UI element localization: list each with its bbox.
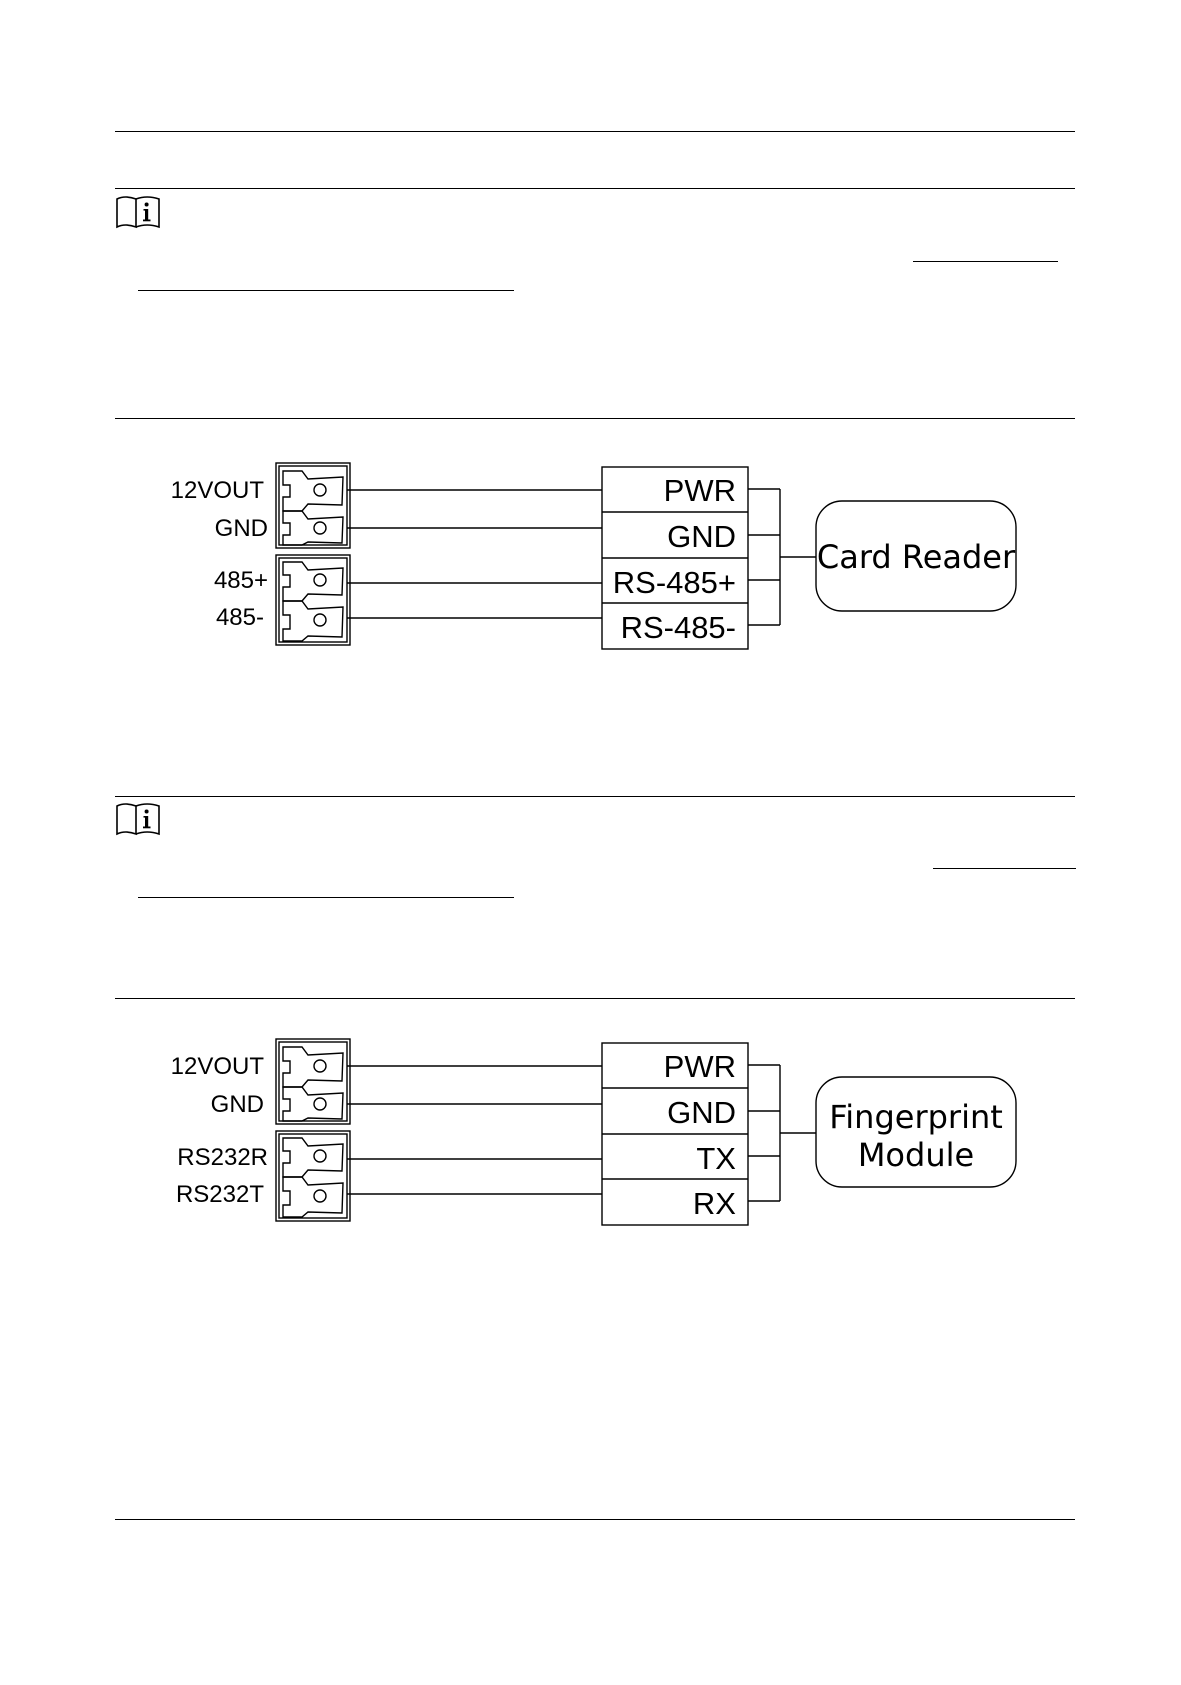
terminal-label: GND [210,1091,264,1118]
pin-label: RX [692,1186,736,1221]
terminal-label: RS232R [177,1144,268,1171]
link-underline[interactable] [933,868,1076,869]
fingerprint-module-wiring-diagram [160,1031,1040,1231]
device-label-line: Module [857,1136,975,1174]
note-rule-2 [115,796,1075,797]
pin-label: PWR [663,473,736,508]
note-end-rule-2 [115,998,1075,999]
pin-label: RS-485- [620,610,736,645]
terminal-label: 485+ [213,567,268,594]
card-reader-wiring-diagram [160,455,1040,655]
terminal-label: GND [214,515,268,542]
device-label: Card Reader [816,538,1016,576]
pin-label: PWR [663,1049,736,1084]
note-rule-1 [115,188,1075,189]
link-underline[interactable] [138,290,514,291]
terminal-label: RS232T [175,1181,264,1208]
terminal-label: 485- [215,604,264,631]
terminal-label: 12VOUT [170,1053,264,1080]
note-end-rule-1 [115,418,1075,419]
top-rule [115,131,1075,132]
bottom-rule [115,1519,1075,1520]
device-label-line: Fingerprint [829,1098,1003,1136]
pin-label: RS-485+ [612,565,736,600]
pin-label: GND [667,1095,736,1130]
note-book-icon [115,195,161,229]
terminal-label: 12VOUT [170,477,264,504]
note-book-icon [115,802,161,836]
pin-label: TX [696,1141,736,1176]
pin-label: GND [667,519,736,554]
link-underline[interactable] [138,897,514,898]
link-underline[interactable] [913,261,1058,262]
